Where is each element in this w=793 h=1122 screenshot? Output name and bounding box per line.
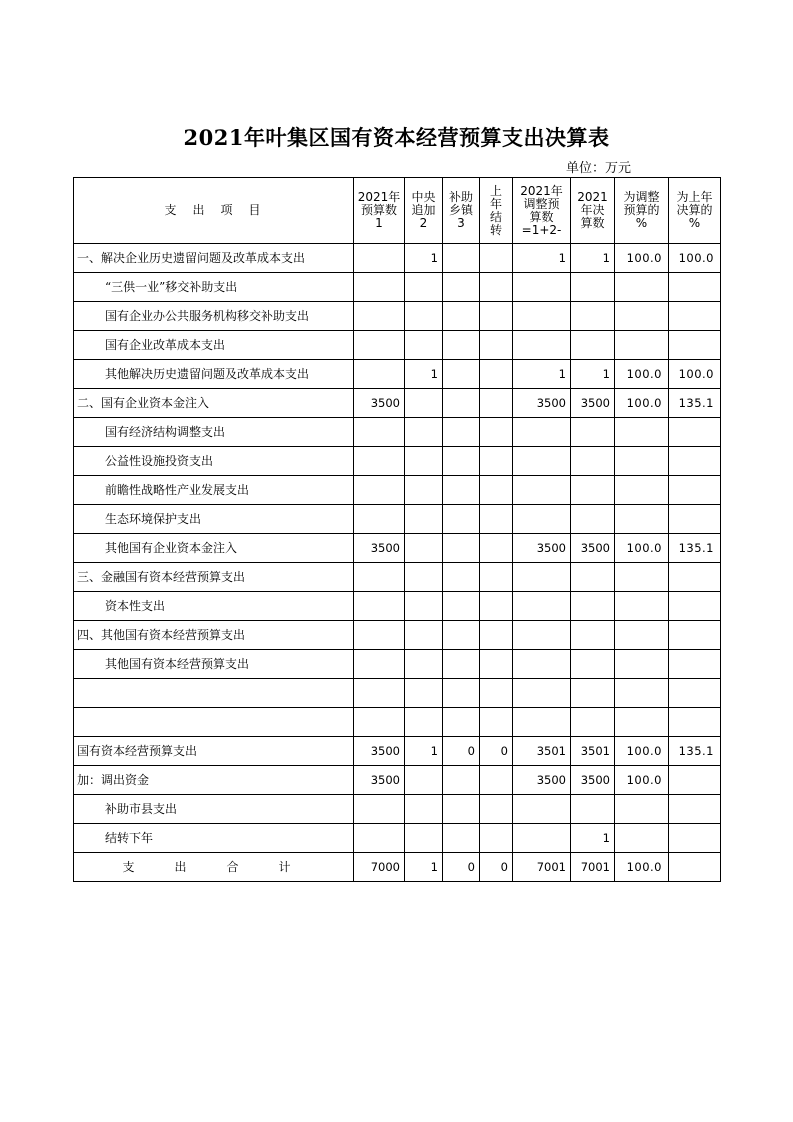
header-line: =1+2- bbox=[521, 222, 562, 237]
cell-final-2021: 3500 bbox=[571, 389, 615, 418]
table-body bbox=[74, 178, 721, 882]
cell-item: 生态环境保护支出 bbox=[74, 505, 354, 534]
cell-prior-carryover bbox=[480, 824, 513, 853]
cell-pct-prior bbox=[669, 302, 721, 331]
cell-pct-prior bbox=[669, 824, 721, 853]
cell-prior-carryover bbox=[480, 244, 513, 273]
cell-item: 国有经济结构调整支出 bbox=[74, 418, 354, 447]
cell-prior-carryover bbox=[480, 592, 513, 621]
cell-item: 国有资本经营预算支出 bbox=[74, 737, 354, 766]
cell-item: 加：调出资金 bbox=[74, 766, 354, 795]
cell-pct-adjusted bbox=[615, 621, 669, 650]
cell-final-2021: 3501 bbox=[571, 737, 615, 766]
cell-adjusted-budget bbox=[513, 592, 571, 621]
cell-adjusted-budget bbox=[513, 447, 571, 476]
header-line: 2 bbox=[419, 216, 428, 230]
cell-prior-carryover bbox=[480, 302, 513, 331]
cell-pct-prior: 135.1 bbox=[669, 389, 721, 418]
cell-township-subsidy bbox=[443, 505, 480, 534]
cell-final-2021 bbox=[571, 418, 615, 447]
cell-central-addition bbox=[405, 389, 443, 418]
cell-pct-prior: 135.1 bbox=[669, 534, 721, 563]
table-row bbox=[74, 447, 721, 476]
table-row bbox=[74, 650, 721, 679]
header-line: 预算数 bbox=[360, 203, 397, 217]
cell-prior-carryover bbox=[480, 534, 513, 563]
cell-central-addition bbox=[405, 650, 443, 679]
cell-final-2021: 1 bbox=[571, 824, 615, 853]
cell-township-subsidy bbox=[443, 650, 480, 679]
header-line: 调整预 bbox=[523, 196, 560, 211]
cell-final-2021 bbox=[571, 650, 615, 679]
cell-item: 国有企业改革成本支出 bbox=[74, 331, 354, 360]
cell-final-2021 bbox=[571, 708, 615, 737]
cell-central-addition bbox=[405, 795, 443, 824]
cell-prior-carryover bbox=[480, 650, 513, 679]
header-line: 1 bbox=[375, 216, 383, 230]
cell-township-subsidy bbox=[443, 679, 480, 708]
cell-adjusted-budget bbox=[513, 302, 571, 331]
cell-item: 其他国有企业资本金注入 bbox=[74, 534, 354, 563]
cell-final-2021: 3500 bbox=[571, 766, 615, 795]
cell-final-2021 bbox=[571, 331, 615, 360]
cell-item: 公益性设施投资支出 bbox=[74, 447, 354, 476]
cell-prior-carryover bbox=[480, 360, 513, 389]
cell-item: 四、其他国有资本经营预算支出 bbox=[74, 621, 354, 650]
cell-pct-adjusted: 100.0 bbox=[615, 853, 669, 882]
cell-adjusted-budget bbox=[513, 505, 571, 534]
cell-budget-2021 bbox=[354, 302, 405, 331]
table-row bbox=[74, 621, 721, 650]
cell-adjusted-budget: 7001 bbox=[513, 853, 571, 882]
header-line: 决算的 bbox=[676, 203, 713, 217]
cell-budget-2021 bbox=[354, 505, 405, 534]
header-line: 结 bbox=[489, 209, 502, 224]
cell-pct-prior bbox=[669, 708, 721, 737]
header-line: 2021 bbox=[577, 190, 608, 204]
header-line: 算数 bbox=[529, 209, 554, 224]
cell-prior-carryover bbox=[480, 273, 513, 302]
cell-budget-2021 bbox=[354, 824, 405, 853]
table-row bbox=[74, 244, 721, 273]
cell-pct-prior bbox=[669, 795, 721, 824]
table-row bbox=[74, 708, 721, 737]
cell-pct-adjusted bbox=[615, 563, 669, 592]
cell-item: 前瞻性战略性产业发展支出 bbox=[74, 476, 354, 505]
cell-item: 结转下年 bbox=[74, 824, 354, 853]
cell-township-subsidy bbox=[443, 563, 480, 592]
cell-prior-carryover bbox=[480, 679, 513, 708]
cell-township-subsidy: 0 bbox=[443, 737, 480, 766]
cell-pct-prior: 135.1 bbox=[669, 737, 721, 766]
cell-central-addition bbox=[405, 505, 443, 534]
cell-central-addition bbox=[405, 592, 443, 621]
cell-budget-2021 bbox=[354, 679, 405, 708]
cell-adjusted-budget bbox=[513, 563, 571, 592]
cell-pct-adjusted bbox=[615, 505, 669, 534]
cell-budget-2021 bbox=[354, 331, 405, 360]
cell-budget-2021: 3500 bbox=[354, 737, 405, 766]
cell-pct-prior: 100.0 bbox=[669, 360, 721, 389]
cell-item: 其他解决历史遗留问题及改革成本支出 bbox=[74, 360, 354, 389]
cell-item bbox=[74, 679, 354, 708]
cell-item: 国有企业办公共服务机构移交补助支出 bbox=[74, 302, 354, 331]
cell-final-2021 bbox=[571, 476, 615, 505]
cell-final-2021: 1 bbox=[571, 360, 615, 389]
header-budget-2021 bbox=[354, 178, 405, 244]
cell-prior-carryover bbox=[480, 795, 513, 824]
cell-final-2021 bbox=[571, 273, 615, 302]
cell-budget-2021 bbox=[354, 621, 405, 650]
cell-pct-adjusted bbox=[615, 302, 669, 331]
cell-central-addition: 1 bbox=[405, 244, 443, 273]
cell-central-addition bbox=[405, 447, 443, 476]
cell-final-2021 bbox=[571, 447, 615, 476]
table-row bbox=[74, 360, 721, 389]
cell-adjusted-budget bbox=[513, 331, 571, 360]
cell-central-addition bbox=[405, 476, 443, 505]
cell-prior-carryover bbox=[480, 563, 513, 592]
cell-adjusted-budget: 3500 bbox=[513, 534, 571, 563]
cell-pct-prior bbox=[669, 418, 721, 447]
cell-central-addition bbox=[405, 708, 443, 737]
cell-pct-prior bbox=[669, 650, 721, 679]
cell-adjusted-budget bbox=[513, 418, 571, 447]
cell-budget-2021 bbox=[354, 360, 405, 389]
cell-budget-2021 bbox=[354, 447, 405, 476]
cell-adjusted-budget: 1 bbox=[513, 244, 571, 273]
cell-central-addition bbox=[405, 621, 443, 650]
cell-pct-prior bbox=[669, 766, 721, 795]
cell-final-2021 bbox=[571, 795, 615, 824]
header-pct-prior bbox=[669, 178, 721, 244]
cell-township-subsidy bbox=[443, 795, 480, 824]
table-row bbox=[74, 824, 721, 853]
cell-prior-carryover bbox=[480, 505, 513, 534]
cell-township-subsidy bbox=[443, 331, 480, 360]
cell-pct-adjusted: 100.0 bbox=[615, 737, 669, 766]
table-header-row bbox=[74, 178, 721, 244]
cell-item: 二、国有企业资本金注入 bbox=[74, 389, 354, 418]
table-row bbox=[74, 273, 721, 302]
cell-township-subsidy bbox=[443, 447, 480, 476]
total-row bbox=[74, 853, 721, 882]
cell-adjusted-budget bbox=[513, 708, 571, 737]
cell-central-addition bbox=[405, 679, 443, 708]
cell-prior-carryover bbox=[480, 331, 513, 360]
header-line: 转 bbox=[489, 222, 502, 237]
cell-prior-carryover bbox=[480, 447, 513, 476]
cell-item bbox=[74, 708, 354, 737]
cell-budget-2021 bbox=[354, 476, 405, 505]
table-row bbox=[74, 331, 721, 360]
cell-township-subsidy bbox=[443, 708, 480, 737]
cell-township-subsidy bbox=[443, 766, 480, 795]
cell-budget-2021: 3500 bbox=[354, 534, 405, 563]
cell-budget-2021 bbox=[354, 592, 405, 621]
cell-pct-adjusted bbox=[615, 679, 669, 708]
cell-budget-2021 bbox=[354, 650, 405, 679]
cell-township-subsidy bbox=[443, 621, 480, 650]
cell-pct-adjusted bbox=[615, 418, 669, 447]
cell-prior-carryover: 0 bbox=[480, 853, 513, 882]
cell-pct-prior bbox=[669, 853, 721, 882]
cell-township-subsidy: 0 bbox=[443, 853, 480, 882]
header-final-2021 bbox=[571, 178, 615, 244]
cell-budget-2021 bbox=[354, 418, 405, 447]
cell-item: 其他国有资本经营预算支出 bbox=[74, 650, 354, 679]
cell-central-addition bbox=[405, 563, 443, 592]
header-prior-carryover bbox=[480, 178, 513, 244]
cell-township-subsidy bbox=[443, 534, 480, 563]
cell-township-subsidy bbox=[443, 592, 480, 621]
table-row bbox=[74, 302, 721, 331]
cell-adjusted-budget bbox=[513, 824, 571, 853]
cell-township-subsidy bbox=[443, 824, 480, 853]
header-line: % bbox=[688, 216, 701, 230]
cell-item: 一、解决企业历史遗留问题及改革成本支出 bbox=[74, 244, 354, 273]
cell-final-2021 bbox=[571, 302, 615, 331]
table-row bbox=[74, 418, 721, 447]
header-township-subsidy bbox=[443, 178, 480, 244]
header-line: 中央 bbox=[411, 190, 436, 204]
cell-adjusted-budget bbox=[513, 273, 571, 302]
cell-pct-adjusted bbox=[615, 476, 669, 505]
header-line: 乡镇 bbox=[448, 203, 473, 217]
cell-pct-adjusted: 100.0 bbox=[615, 389, 669, 418]
cell-prior-carryover bbox=[480, 476, 513, 505]
cell-pct-adjusted bbox=[615, 824, 669, 853]
cell-pct-prior bbox=[669, 563, 721, 592]
cell-adjusted-budget: 3501 bbox=[513, 737, 571, 766]
header-line: 追加 bbox=[411, 203, 436, 217]
cell-central-addition bbox=[405, 273, 443, 302]
cell-central-addition bbox=[405, 331, 443, 360]
cell-adjusted-budget: 3500 bbox=[513, 389, 571, 418]
header-line: 2021年 bbox=[520, 183, 563, 198]
cell-pct-prior bbox=[669, 592, 721, 621]
cell-final-2021 bbox=[571, 505, 615, 534]
header-line: % bbox=[635, 216, 648, 230]
cell-township-subsidy bbox=[443, 360, 480, 389]
table-row bbox=[74, 563, 721, 592]
cell-township-subsidy bbox=[443, 273, 480, 302]
cell-final-2021 bbox=[571, 679, 615, 708]
cell-final-2021 bbox=[571, 592, 615, 621]
header-adjusted-budget bbox=[513, 178, 571, 244]
header-line: 年决 bbox=[580, 203, 605, 217]
cell-central-addition bbox=[405, 766, 443, 795]
cell-pct-prior bbox=[669, 331, 721, 360]
cell-budget-2021 bbox=[354, 563, 405, 592]
header-central-addition bbox=[405, 178, 443, 244]
page-title: 2021年叶集区国有资本经营预算支出决算表 bbox=[183, 125, 610, 150]
cell-central-addition: 1 bbox=[405, 360, 443, 389]
cell-township-subsidy bbox=[443, 244, 480, 273]
header-line: 补助 bbox=[448, 190, 473, 204]
table-row bbox=[74, 505, 721, 534]
cell-pct-prior: 100.0 bbox=[669, 244, 721, 273]
cell-pct-adjusted: 100.0 bbox=[615, 360, 669, 389]
cell-prior-carryover bbox=[480, 708, 513, 737]
cell-central-addition: 1 bbox=[405, 853, 443, 882]
header-line: 预算的 bbox=[623, 203, 660, 217]
cell-adjusted-budget: 3500 bbox=[513, 766, 571, 795]
header-item bbox=[74, 178, 354, 244]
cell-pct-adjusted: 100.0 bbox=[615, 766, 669, 795]
cell-pct-adjusted bbox=[615, 708, 669, 737]
cell-adjusted-budget bbox=[513, 476, 571, 505]
cell-pct-prior bbox=[669, 679, 721, 708]
table-row bbox=[74, 592, 721, 621]
unit-label: 单位：万元 bbox=[566, 161, 632, 176]
cell-adjusted-budget bbox=[513, 795, 571, 824]
cell-central-addition bbox=[405, 534, 443, 563]
cell-adjusted-budget: 1 bbox=[513, 360, 571, 389]
table-row bbox=[74, 795, 721, 824]
cell-final-2021: 1 bbox=[571, 244, 615, 273]
header-pct-adjusted bbox=[615, 178, 669, 244]
header-line: 为调整 bbox=[623, 190, 660, 204]
cell-central-addition bbox=[405, 418, 443, 447]
cell-prior-carryover bbox=[480, 389, 513, 418]
cell-adjusted-budget bbox=[513, 679, 571, 708]
budget-table bbox=[73, 177, 721, 882]
cell-prior-carryover bbox=[480, 766, 513, 795]
cell-pct-adjusted bbox=[615, 795, 669, 824]
cell-pct-prior bbox=[669, 505, 721, 534]
table-row bbox=[74, 766, 721, 795]
cell-pct-adjusted bbox=[615, 273, 669, 302]
cell-pct-prior bbox=[669, 447, 721, 476]
cell-prior-carryover bbox=[480, 621, 513, 650]
table-row bbox=[74, 476, 721, 505]
cell-item: 补助市县支出 bbox=[74, 795, 354, 824]
cell-final-2021: 3500 bbox=[571, 534, 615, 563]
cell-budget-2021: 3500 bbox=[354, 766, 405, 795]
cell-budget-2021 bbox=[354, 795, 405, 824]
table-row bbox=[74, 534, 721, 563]
cell-pct-adjusted: 100.0 bbox=[615, 244, 669, 273]
table-row bbox=[74, 737, 721, 766]
cell-township-subsidy bbox=[443, 418, 480, 447]
cell-final-2021 bbox=[571, 563, 615, 592]
cell-final-2021: 7001 bbox=[571, 853, 615, 882]
cell-township-subsidy bbox=[443, 302, 480, 331]
cell-budget-2021 bbox=[354, 273, 405, 302]
cell-item: “三供一业”移交补助支出 bbox=[74, 273, 354, 302]
cell-central-addition bbox=[405, 824, 443, 853]
cell-adjusted-budget bbox=[513, 650, 571, 679]
cell-central-addition: 1 bbox=[405, 737, 443, 766]
header-line: 2021年 bbox=[357, 190, 401, 204]
table-row bbox=[74, 389, 721, 418]
cell-central-addition bbox=[405, 302, 443, 331]
header-line: 支 出 项 目 bbox=[164, 203, 263, 217]
header-line: 上 bbox=[489, 183, 502, 198]
cell-pct-adjusted bbox=[615, 447, 669, 476]
cell-budget-2021: 3500 bbox=[354, 389, 405, 418]
cell-prior-carryover: 0 bbox=[480, 737, 513, 766]
cell-budget-2021 bbox=[354, 708, 405, 737]
cell-township-subsidy bbox=[443, 476, 480, 505]
cell-final-2021 bbox=[571, 621, 615, 650]
cell-item: 支 出 合 计 bbox=[74, 853, 354, 882]
cell-budget-2021: 7000 bbox=[354, 853, 405, 882]
cell-prior-carryover bbox=[480, 418, 513, 447]
cell-adjusted-budget bbox=[513, 621, 571, 650]
cell-item: 资本性支出 bbox=[74, 592, 354, 621]
cell-pct-prior bbox=[669, 621, 721, 650]
cell-pct-prior bbox=[669, 273, 721, 302]
header-line: 为上年 bbox=[676, 190, 713, 204]
header-line: 年 bbox=[489, 196, 502, 211]
header-line: 算数 bbox=[580, 216, 605, 230]
cell-pct-adjusted bbox=[615, 592, 669, 621]
cell-item: 三、金融国有资本经营预算支出 bbox=[74, 563, 354, 592]
cell-pct-adjusted bbox=[615, 331, 669, 360]
header-line: 3 bbox=[457, 216, 465, 230]
table-row bbox=[74, 679, 721, 708]
cell-pct-adjusted bbox=[615, 650, 669, 679]
cell-budget-2021 bbox=[354, 244, 405, 273]
cell-township-subsidy bbox=[443, 389, 480, 418]
cell-pct-prior bbox=[669, 476, 721, 505]
cell-pct-adjusted: 100.0 bbox=[615, 534, 669, 563]
